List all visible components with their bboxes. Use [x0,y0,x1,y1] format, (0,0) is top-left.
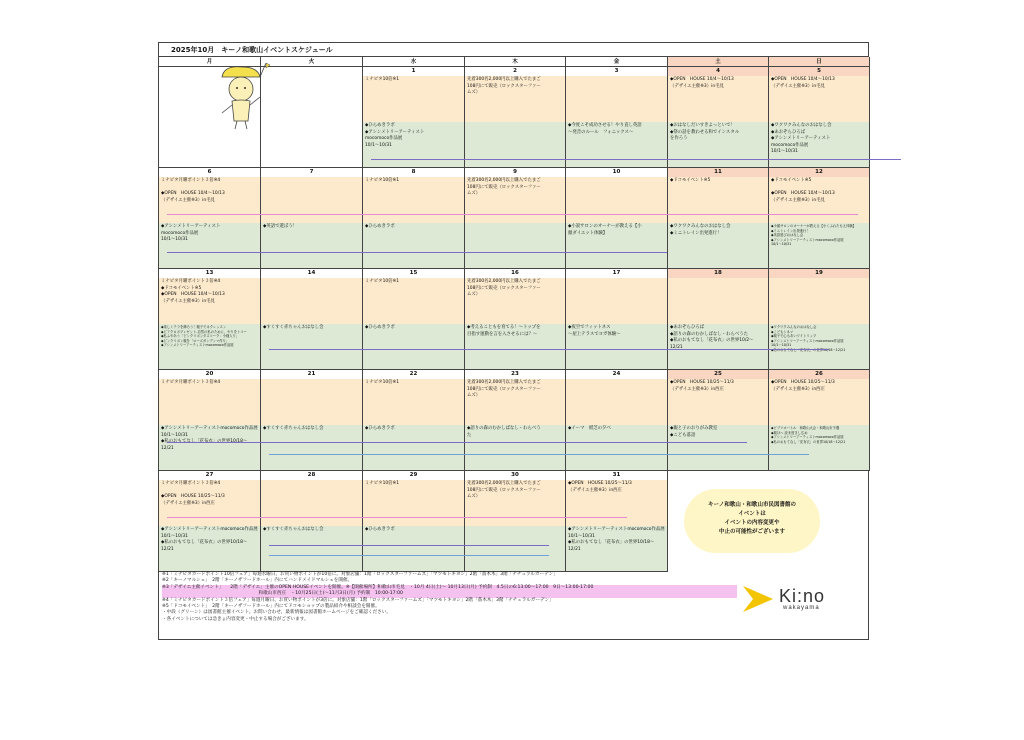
day-library-events [261,425,362,470]
period-line [269,555,549,556]
weekday-4: 金 [566,57,668,67]
day-upper-events [668,379,768,425]
day-upper-events [363,480,464,526]
day-cell [363,67,465,168]
upper-text [261,480,362,482]
day-number: 15 [363,269,464,279]
upper-text: 先着300名2,000円以上購入でたまご 108円にて販売（ロックスターファー ムズ） [467,279,541,298]
day-cell [363,471,465,572]
day-number: 3 [566,67,667,77]
upper-text [261,177,362,179]
day-number: 24 [566,370,667,380]
day-upper-events [159,480,260,526]
upper-text: ミナピタ月曜ポイント３倍※4 ◆ドコモイベント※5 ◆OPEN HOUSE 10/4～10/13 （デザイエ主催※3）in毛見 [161,279,225,304]
weekday-1: 火 [261,57,363,67]
day-library-events [261,223,362,268]
footnote-line: 和歌山市西庄 ・10月25日(土)～11月3日(月) 予約制 10:00-17:00 [162,591,737,597]
day-number: 6 [159,168,260,178]
notice-line: イベントの内容変更や [724,520,780,526]
day-upper-events [159,379,260,425]
day-cell [363,370,465,471]
library-text [465,223,565,225]
day-number: 5 [769,67,869,77]
schedule-sheet [158,42,869,640]
day-number: 23 [465,370,565,380]
library-text: ◆ワクワクみんなのおはなし会 ◆あおぞらひろば ◆アシンメトリーアーティスト mocomoco作品展 10/1～10/31 [771,123,832,155]
logo-text: Ki:no [779,586,826,606]
day-upper-events [363,76,464,122]
day-library-events [668,425,768,470]
day-cell [465,269,566,370]
day-library-events [363,425,464,470]
upper-text: ミナピタ10倍※1 [365,77,400,82]
day-number: 30 [465,471,565,481]
day-upper-events [566,480,667,526]
day-number: 13 [159,269,260,279]
upper-text: ◆OPEN HOUSE 10/4～10/13 （デザイエ主催※3）in毛見 [771,77,835,89]
day-cell [566,168,668,269]
library-text [261,122,362,124]
library-text: ◆あおぞらひろば ◆語りの森のむかしばなし・わらべうた ◆私のおもてなし「花布衣」の世界10/2～ 12/21 [670,325,754,350]
day-upper-events [261,76,362,122]
day-library-events [668,122,768,167]
upper-text: ミナピタ10倍※1 [365,279,400,284]
day-upper-events [769,177,869,223]
day-cell [261,370,363,471]
period-line [371,159,901,160]
library-text: ◆考えることもを育てる！～トップを 目指す運動を言を入させるには？～ [467,325,541,337]
day-library-events [363,223,464,268]
upper-text: ◆ドコモイベント※5 ◆OPEN HOUSE 10/4～10/13 （デザイエ主催※3）in毛見 [771,178,835,203]
period-line [167,214,858,215]
day-upper-events [363,177,464,223]
day-cell [261,471,363,572]
library-text: ◆ひらめきラボ [365,426,395,431]
day-library-events [363,324,464,369]
upper-text: 先着300名2,000円以上購入でたまご 108円にて販売（ロックスターファー ムズ） [467,481,541,500]
day-cell [769,168,870,269]
day-cell [465,67,566,168]
library-text: ◆おはなしだいすきよっといで！ ◆祭の話を教わせる和でインスタル を作ろう [670,123,740,142]
day-library-events [566,526,667,571]
day-upper-events [668,76,768,122]
upper-text: ミナピタ10倍※1 [365,481,400,486]
day-library-events [566,122,667,167]
logo-subtext: wakayama [783,605,820,611]
day-number: 8 [363,168,464,178]
day-library-events [769,223,869,268]
library-text: ◆今度こそ成功させる！やり直し英語 ～発音のルール フォニックス～ [568,123,642,135]
day-cell [566,471,668,572]
day-library-events [159,425,260,470]
day-cell [465,370,566,471]
day-cell [159,168,261,269]
day-cell [566,67,668,168]
day-number: 25 [668,370,768,380]
day-number: 27 [159,471,260,481]
day-cell [465,168,566,269]
day-library-events [566,425,667,470]
day-cell [465,471,566,572]
period-line [167,517,627,518]
day-upper-events [465,278,565,324]
day-number: 26 [769,370,869,380]
day-upper-events [465,76,565,122]
day-cell [566,370,668,471]
day-number: 1 [363,67,464,77]
day-upper-events [566,177,667,223]
day-library-events [465,526,565,571]
day-library-events [566,223,667,268]
day-library-events [363,526,464,571]
footnote-line: ※1「ミナピタカードポイント10倍フェア」毎週水曜日、お買い物ポイントが10倍に。対象店舗：1階「ロックスターファームズ」「マツモトキヨシ」2階「蔦木木」3階「ナチュラルガーデン」 [162,572,558,577]
notice-line: キーノ和歌山・和歌山市民図書館の [708,502,796,508]
upper-text [261,379,362,381]
day-library-events [363,122,464,167]
upper-text [566,177,667,179]
day-number: 12 [769,168,869,178]
day-upper-events [363,379,464,425]
day-upper-events [769,278,869,324]
day-upper-events [465,177,565,223]
upper-text [566,76,667,78]
library-text: ◆ワクワクみんなのおはなし会 ◆こどもシネマ ◆親子で心もあいワイトリップ ◆アシンメトリーアーティストmocomoco作品展 10/1～10/31 ◆私のおもてなし「花布衣」の世界10/18～12/21 [771,325,846,352]
library-text: ◆ひらめきラボ ◆アシンメトリーアーティスト mocomoco作品展 10/1～10/31 [365,123,425,148]
weekday-6: 日 [769,57,870,67]
weekday-0: 月 [159,57,261,67]
day-library-events [769,122,869,167]
notice-line: イベントは [738,511,766,517]
library-text: ◆すくすく赤ちゃんおはなし会 [263,325,324,330]
weekday-3: 木 [465,57,566,67]
upper-text [769,278,869,280]
day-library-events [261,122,362,167]
upper-text: ◆OPEN HOUSE 10/4～10/13 （デザイエ主催※3）in毛見 [670,77,734,89]
day-library-events [465,223,565,268]
upper-text: ミナピタ10倍※1 [365,380,400,385]
day-library-events [668,324,768,369]
footnote-line: ※5「ドコモイベント」 2階「キーノザフードホール」内にてドコモショップの製品紹介や相談会を開催。 [162,604,380,610]
day-upper-events [465,480,565,526]
day-number: 11 [668,168,768,178]
upper-text [261,278,362,280]
day-library-events [465,425,565,470]
library-text: ◆すくすく赤ちゃんおはなし会 [263,527,324,532]
day-library-events [769,324,869,369]
day-upper-events [159,278,260,324]
upper-text: ◆OPEN HOUSE 10/25～11/3 （デザイエ主催※3）in西庄 [568,481,632,493]
library-text: ◆語りの森のむかしばなし・わらべう た [467,426,541,438]
library-text: ◆アシンメトリーアーティストmocomoco作品展 10/1～10/31 ◆私のおもてなし「花布衣」の世界10/18～12/21 [161,527,258,552]
day-number: 16 [465,269,565,279]
day-number: 19 [769,269,869,279]
upper-text: 先着300名2,000円以上購入でたまご 108円にて販売（ロックスターファー ムズ） [467,380,541,399]
upper-text: ミナピタ10倍※1 [365,178,400,183]
day-cell [261,67,363,168]
day-upper-events [668,177,768,223]
day-cell [363,269,465,370]
library-text [465,526,565,528]
day-cell [159,471,261,572]
library-text: ◆ビブリオバトル 和歌山大会・和歌山市予選 ◆親ほへ 読ま度きし広め ◆アシンメトリーアーティストmocomoco作品展 ◆私のおもてなし「花布衣」の世界10/18～12/21 [771,426,846,444]
upper-text: 先着300名2,000円以上購入でたまご 108円にて販売（ロックスターファー ムズ） [467,178,541,197]
upper-text: ◆OPEN HOUSE 10/25～11/3 （デザイエ主催※3）in西庄 [771,380,835,392]
footnote-line: ※3「デザイエ主催イベント」 2階「デザイエ」主催のOPEN HOUSEイベントを開催。※【開催場所】和歌山市毛見 ・10月 4日(土)～ 10月13日(月) 予約制 4.5日の6:13:00～17:00 9日～13:00-17:00 [162,585,737,591]
library-text [465,122,565,124]
day-library-events [465,324,565,369]
day-upper-events [465,379,565,425]
day-upper-events [566,76,667,122]
mascot-character-icon [214,61,270,131]
day-cell [769,269,870,370]
upper-text [566,278,667,280]
footnote-line: ※2「キーノマルシェ」 2階「キーノザフードホール」内にてハンドメイドマルシェを開催。 [162,578,353,584]
day-number: 9 [465,168,565,178]
footnote-line: ※4「ミナピタカードポイント３倍フェア」毎週月曜日、お買い物ポイントが3倍に。対象店舗：1階「ロックスターファームズ」「マツモトキヨシ」2階「蔦木木」3階「ナチュラルガーデン」 [162,597,554,603]
upper-text: ◆ドコモイベント※5 [670,178,711,183]
day-number: 2 [465,67,565,77]
day-number: 20 [159,370,260,380]
day-cell [566,269,668,370]
library-text: ◆楽しくテラを飾ろう！親子でネクレッスン ◆ピアクロボプレゼント-自然の私のために、やりをトコー ◆私ふやあう「ピンクリボンダスコーク：小様入り」 ◆ピンクリボン親を「ローズガンデンマ作り」 ◆アシンメトリーアーティストmocomoco作品展 [161,325,247,347]
day-upper-events [668,278,768,324]
library-text: ◆小説サロンのオーナーが教える【小 顔ダイエット体験】 [568,224,642,236]
day-cell [668,370,769,471]
upper-text: ミナピタ月曜ポイント３倍※4 ◆OPEN HOUSE 10/4～10/13 （デザイエ主催※3）in毛見 [161,178,225,203]
upper-text [566,379,667,381]
day-cell [261,269,363,370]
day-library-events [769,425,869,470]
page-title: 2025年10月 キーノ和歌山イベントスケジュール [159,43,868,57]
period-line [167,252,667,253]
footnote-line: ・各イベントについては急きょ内容変更・中止する場合がございます。 [162,616,309,622]
notice-bubble [684,489,820,553]
notice-line: 中止の可能性がございます [718,529,785,535]
period-line [269,545,549,546]
day-cell [769,67,870,168]
day-library-events [566,324,667,369]
day-number: 14 [261,269,362,279]
upper-text: ミナピタ月曜ポイント３倍※4 ◆OPEN HOUSE 10/25～11/3 （デザイエ主催※3）in西庄 [161,481,225,506]
library-text: ◆夜空でフィットネス ～屋上テラスでヨガ体験～ [568,325,621,337]
library-text: ◆小顔サロンのオーナーが教える【小くふれたもえ体験】 ◆ミニトレイン出発進行！ ◆英語遊びおはなし会 ◆アシンメトリーアーティストmocomoco作品展 10/1～10/31 [771,224,856,246]
day-cell [159,269,261,370]
library-text: ◆ひらめきラボ [365,224,395,229]
day-number: 28 [261,471,362,481]
day-library-events [261,324,362,369]
day-cell [668,168,769,269]
period-line [269,349,829,350]
upper-text [261,76,362,78]
footnote-line: ・中段（グリーン）は図書館主催イベント。お問い合わせ、最新情報は図書館ホームページをご確認ください。 [162,610,391,616]
day-upper-events [566,278,667,324]
day-number: 22 [363,370,464,380]
upper-text [668,278,768,280]
day-library-events [668,223,768,268]
day-cell [159,370,261,471]
kino-logo [743,586,861,614]
day-upper-events [769,379,869,425]
library-text: ◆アシンメトリーアーティストmocomoco作品展 10/1～10/31 ◆私のおもてなし「花布衣」の世界10/18～12/21 [568,527,665,552]
library-text: ◆アシンメトリーアーティスト mocomoco作品展 10/1～10/31 [161,224,221,243]
library-text: ◆イーマ 紙芝の夕べ [568,426,611,431]
day-cell [769,370,870,471]
library-text: ◆ワクワクみんなのおはなし会 ◆ミニトレイン出発進行！ [670,224,731,236]
day-number: 10 [566,168,667,178]
day-cell [668,269,769,370]
weekday-2: 水 [363,57,465,67]
upper-text: ◆OPEN HOUSE 10/25～11/3 （デザイエ主催※3）in西庄 [670,380,734,392]
period-line [167,442,747,443]
day-number: 21 [261,370,362,380]
day-number: 18 [668,269,768,279]
period-line [269,454,809,455]
day-number: 4 [668,67,768,77]
library-text: ◆英語で遊ぼう！ [263,224,298,229]
library-text: ◆ひらめきラボ [365,325,395,330]
day-cell [668,67,769,168]
day-number: 17 [566,269,667,279]
library-text: ◆アシンメトリーアーティストmocomoco作品展 10/1～10/31 ◆私のおもてなし「花布衣」の世界10/18～12/21 [161,426,258,451]
day-upper-events [566,379,667,425]
day-upper-events [261,379,362,425]
library-text: ◆ひらめきラボ [365,527,395,532]
library-text: ◆親と子のおりがみ教室 ◆こども落語 [670,426,718,438]
day-library-events [261,526,362,571]
upper-text: ミナピタ月曜ポイント３倍※4 [161,380,221,385]
day-number: 29 [363,471,464,481]
weekday-5: 土 [668,57,769,67]
day-upper-events [159,177,260,223]
day-upper-events [363,278,464,324]
day-library-events [159,526,260,571]
day-library-events [159,223,260,268]
day-library-events [159,324,260,369]
logo-arrow-icon [743,586,775,612]
day-upper-events [261,278,362,324]
day-library-events [465,122,565,167]
day-number: 7 [261,168,362,178]
day-number: 31 [566,471,667,481]
day-cell [363,168,465,269]
upper-text: 先着300名2,000円以上購入でたまご 108円にて販売（ロックスターファー ムズ） [467,77,541,96]
day-cell [261,168,363,269]
library-text: ◆すくすく赤ちゃんおはなし会 [263,426,324,431]
day-upper-events [769,76,869,122]
day-upper-events [261,177,362,223]
day-upper-events [261,480,362,526]
